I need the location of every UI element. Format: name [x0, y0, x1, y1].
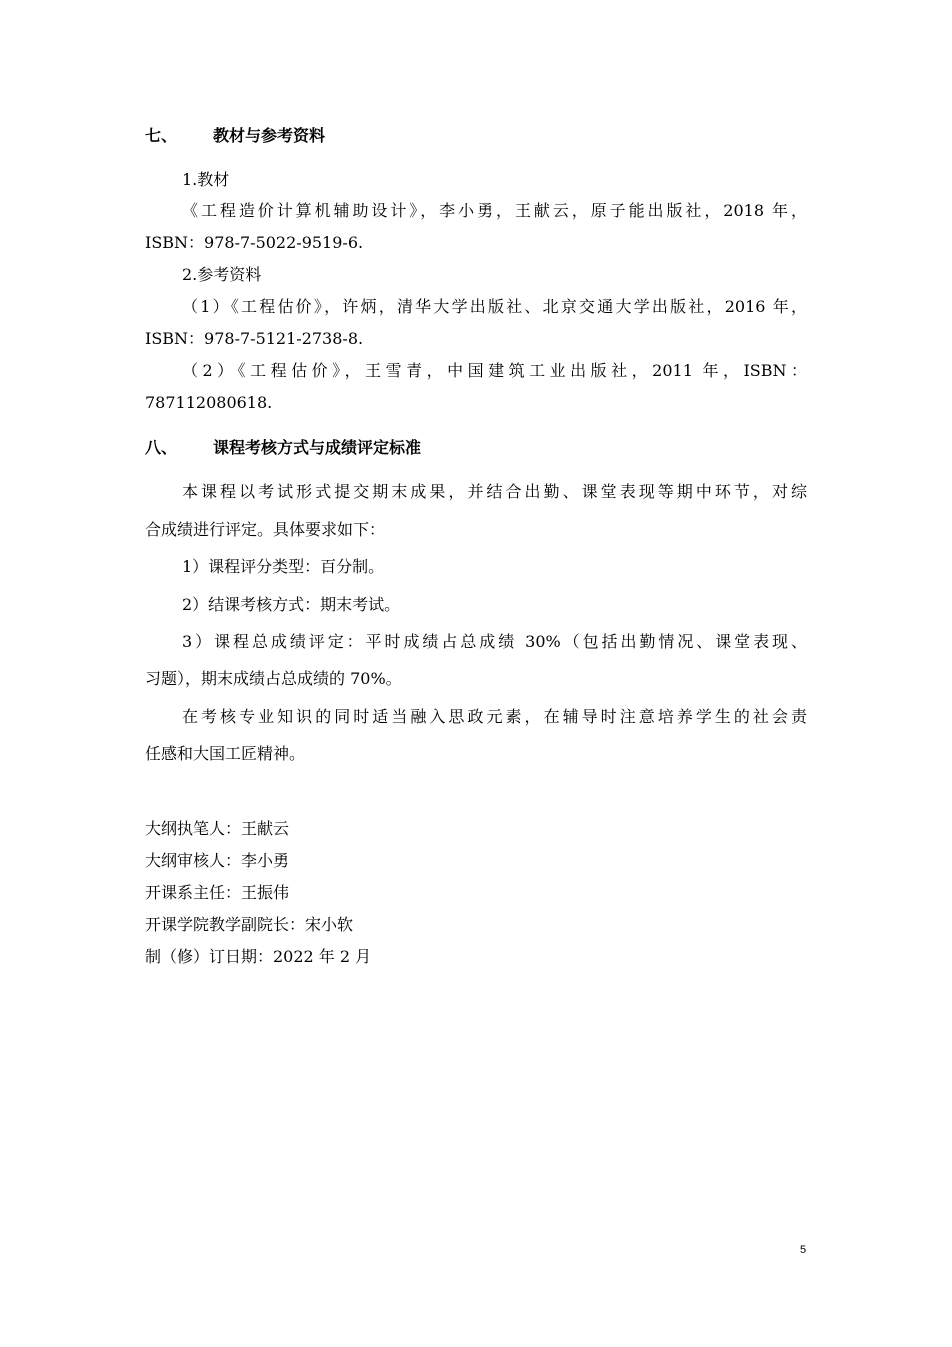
ideology-paragraph-line-2: 任感和大国工匠精神。 [145, 744, 306, 763]
revision-date: 制（修）订日期：2022 年 2 月 [145, 947, 372, 966]
assessment-item-3-line-1: 3）课程总成绩评定：平时成绩占总成绩 30%（包括出勤情况、课堂表现、 [182, 632, 807, 651]
signature-reviewer: 大纲审核人：李小勇 [145, 851, 290, 870]
signature-writer: 大纲执笔人：王献云 [145, 819, 290, 838]
reference-1-line-2: ISBN：978-7-5121-2738-8. [145, 329, 364, 348]
reference-1-line-1: （1）《工程估价》，许炳，清华大学出版社、北京交通大学出版社，2016 年， [182, 297, 807, 316]
assessment-paragraph-line-2: 合成绩进行评定。具体要求如下： [145, 520, 386, 539]
section-8-heading [145, 438, 421, 458]
ideology-paragraph-line-1: 在考核专业知识的同时适当融入思政元素，在辅导时注意培养学生的社会责 [182, 707, 807, 726]
references-heading: 2.参考资料 [182, 265, 262, 284]
reference-2-line-2: 787112080618. [145, 393, 273, 412]
page-number: 5 [800, 1244, 807, 1256]
textbook-entry-line-2: ISBN：978-7-5022-9519-6. [145, 233, 364, 252]
section-7-heading [145, 126, 325, 146]
assessment-item-1: 1）课程评分类型：百分制。 [182, 557, 385, 576]
section-8-number: 八、 [145, 438, 178, 457]
section-7-title: 教材与参考资料 [213, 126, 326, 145]
assessment-item-3-line-2: 习题），期末成绩占总成绩的 70%。 [145, 669, 402, 688]
assessment-item-2: 2）结课考核方式：期末考试。 [182, 595, 401, 614]
textbook-entry-line-1: 《工程造价计算机辅助设计》，李小勇，王献云，原子能出版社，2018 年， [182, 201, 807, 220]
signature-vice-dean: 开课学院教学副院长：宋小软 [145, 915, 354, 934]
textbook-heading: 1.教材 [182, 170, 230, 189]
assessment-paragraph-line-1: 本课程以考试形式提交期末成果，并结合出勤、课堂表现等期中环节，对综 [182, 482, 807, 501]
reference-2-line-1: （2）《工程估价》，王雪青，中国建筑工业出版社，2011 年，ISBN： [182, 361, 807, 380]
signature-dept-head: 开课系主任：王振伟 [145, 883, 290, 902]
section-8-title: 课程考核方式与成绩评定标准 [213, 438, 422, 457]
section-7-number: 七、 [145, 126, 178, 145]
